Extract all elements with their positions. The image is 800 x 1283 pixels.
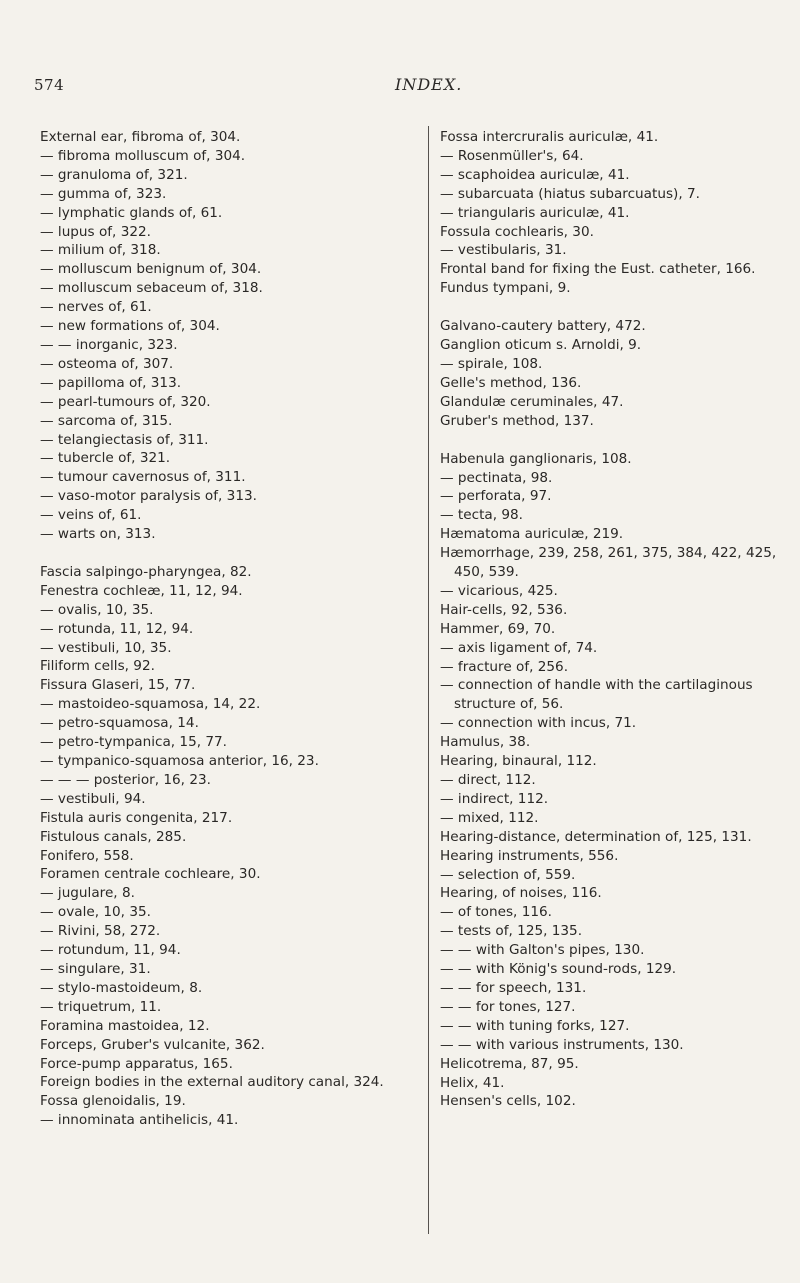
index-entry: Hamulus, 38.: [440, 734, 531, 751]
index-entry: — vicarious, 425.: [440, 582, 558, 599]
index-entry: Hearing-distance, determination of, 125, 131.: [440, 828, 752, 845]
index-entry: — fracture of, 256.: [440, 658, 569, 675]
index-entry: — stylo-mastoideum, 8.: [40, 979, 203, 996]
index-entry: — Rosenmüller's, 64.: [440, 147, 584, 164]
section-gap: [40, 544, 405, 563]
index-entry: — veins of, 61.: [40, 507, 142, 524]
section-gap: [440, 298, 780, 317]
column-divider: [428, 126, 429, 1234]
index-entry: Fossa glenoidalis, 19.: [40, 1093, 186, 1110]
index-entry: Galvano-cautery battery, 472.: [440, 318, 646, 335]
index-entry: — triangularis auriculæ, 41.: [440, 204, 630, 221]
index-entry: — papilloma of, 313.: [40, 374, 182, 391]
index-column-left: [40, 128, 405, 1130]
index-entry: — tumour cavernosus of, 311.: [40, 469, 246, 486]
index-entry: — tests of, 125, 135.: [440, 923, 583, 940]
index-entry: — mixed, 112.: [440, 809, 539, 826]
index-entry: External ear, fibroma of, 304.: [40, 129, 241, 145]
index-entry: — — inorganic, 323.: [40, 336, 178, 353]
index-entry: Hæmorrhage, 239, 258, 261, 375, 384, 422, 425, 450, 539.: [440, 545, 777, 581]
index-entry: — axis ligament of, 74.: [440, 639, 598, 656]
index-entry: — vestibularis, 31.: [440, 242, 567, 259]
index-entry: — pearl-tumours of, 320.: [40, 393, 211, 410]
index-entry: Glandulæ ceruminales, 47.: [440, 393, 624, 410]
index-entry: — indirect, 112.: [440, 790, 549, 807]
index-entry: Ganglion oticum s. Arnoldi, 9.: [440, 337, 642, 354]
index-entry: — vestibuli, 10, 35.: [40, 639, 172, 656]
index-entry: Fascia salpingo-pharyngea, 82.: [40, 563, 252, 580]
index-entry: Foramen centrale cochleare, 30.: [40, 866, 261, 883]
index-entry: — warts on, 313.: [40, 526, 156, 543]
index-entry: — jugulare, 8.: [40, 885, 135, 902]
index-entry: Habenula ganglionaris, 108.: [440, 450, 632, 467]
index-entry: — petro-squamosa, 14.: [40, 715, 199, 732]
index-entry: — — for speech, 131.: [440, 979, 587, 996]
index-entry: — new formations of, 304.: [40, 318, 220, 335]
index-entry: — rotunda, 11, 12, 94.: [40, 620, 194, 637]
index-entry: — — with various instruments, 130.: [440, 1036, 684, 1053]
index-entry: Fenestra cochleæ, 11, 12, 94.: [40, 582, 243, 599]
index-entry: Hæmatoma auriculæ, 219.: [440, 526, 624, 543]
index-entry: Fistulous canals, 285.: [40, 828, 187, 845]
index-entry: Hearing, binaural, 112.: [440, 753, 597, 770]
index-entry: — triquetrum, 11.: [40, 998, 162, 1015]
index-entry: Fundus tympani, 9.: [440, 280, 571, 297]
index-entry: Hammer, 69, 70.: [440, 620, 556, 637]
index-entry: Forceps, Gruber's vulcanite, 362.: [40, 1036, 265, 1053]
index-entry: — molluscum benignum of, 304.: [40, 261, 262, 278]
index-entry: Helicotrema, 87, 95.: [440, 1055, 579, 1072]
index-entry: — tecta, 98.: [440, 507, 524, 524]
index-entry: Fossa intercruralis auriculæ, 41.: [440, 129, 659, 145]
index-entry: Foramina mastoidea, 12.: [40, 1017, 210, 1034]
index-entry: — selection of, 559.: [440, 866, 576, 883]
index-entry: — perforata, 97.: [440, 488, 552, 505]
index-entry: — — for tones, 127.: [440, 998, 576, 1015]
index-entry: — vestibuli, 94.: [40, 790, 146, 807]
index-entry: — fibroma molluscum of, 304.: [40, 147, 246, 164]
index-entry: Foreign bodies in the external auditory canal, 324.: [40, 1074, 384, 1091]
index-entry: — — with König's sound-rods, 129.: [440, 961, 677, 978]
section-gap: [440, 431, 780, 450]
running-head: INDEX.: [395, 75, 463, 94]
index-entry: — telangiectasis of, 311.: [40, 431, 209, 448]
index-entry: — sarcoma of, 315.: [40, 412, 173, 429]
index-entry: Hearing, of noises, 116.: [440, 885, 602, 902]
index-entry: Hearing instruments, 556.: [440, 847, 619, 864]
index-entry: — lymphatic glands of, 61.: [40, 204, 223, 221]
index-entry: — — — posterior, 16, 23.: [40, 771, 211, 788]
index-entry: Helix, 41.: [440, 1074, 505, 1091]
index-entry: — mastoideo-squamosa, 14, 22.: [40, 696, 261, 713]
index-entry: — tympanico-squamosa anterior, 16, 23.: [40, 753, 319, 769]
index-entry: — milium of, 318.: [40, 242, 161, 259]
index-entry: — singulare, 31.: [40, 960, 151, 977]
index-entry: — Rivini, 58, 272.: [40, 923, 161, 940]
index-entry: Filiform cells, 92.: [40, 658, 155, 675]
index-entry: Fissura Glaseri, 15, 77.: [40, 677, 196, 694]
index-entry: — ovale, 10, 35.: [40, 904, 151, 921]
index-entry: — gumma of, 323.: [40, 185, 167, 202]
index-entry: — spirale, 108.: [440, 355, 543, 372]
index-entry: — tubercle of, 321.: [40, 450, 171, 467]
index-entry: Hair-cells, 92, 536.: [440, 601, 568, 618]
index-column-right: [440, 128, 780, 1111]
index-entry: — innominata antihelicis, 41.: [40, 1112, 239, 1129]
index-entry: — granuloma of, 321.: [40, 166, 188, 183]
index-entry: Hensen's cells, 102.: [440, 1093, 576, 1110]
index-entry: — vaso-motor paralysis of, 313.: [40, 488, 257, 505]
index-entry: — rotundum, 11, 94.: [40, 942, 181, 959]
index-entry: — — with Galton's pipes, 130.: [440, 942, 645, 959]
index-entry: Fistula auris congenita, 217.: [40, 809, 233, 826]
index-entry: Fossula cochlearis, 30.: [440, 223, 594, 240]
index-entry: — subarcuata (hiatus subarcuatus), 7.: [440, 185, 700, 202]
index-entry: — — with tuning forks, 127.: [440, 1017, 630, 1034]
index-entry: Frontal band for fixing the Eust. catheter, 166.: [440, 261, 756, 278]
index-entry: Gruber's method, 137.: [440, 412, 594, 429]
index-entry: — pectinata, 98.: [440, 469, 553, 486]
page-number: 574: [34, 76, 65, 94]
index-entry: — osteoma of, 307.: [40, 355, 174, 372]
index-entry: Fonifero, 558.: [40, 847, 134, 864]
index-entry: — of tones, 116.: [440, 904, 552, 921]
index-entry: — ovalis, 10, 35.: [40, 601, 154, 618]
index-entry: — connection with incus, 71.: [440, 715, 637, 732]
index-entry: — petro-tympanica, 15, 77.: [40, 734, 227, 751]
index-entry: — molluscum sebaceum of, 318.: [40, 280, 263, 297]
index-entry: — lupus of, 322.: [40, 223, 151, 240]
index-entry: — connection of handle with the cartilaginous structure of, 56.: [440, 677, 753, 713]
index-entry: Force-pump apparatus, 165.: [40, 1055, 233, 1072]
index-entry: — nerves of, 61.: [40, 299, 152, 316]
index-entry: Gelle's method, 136.: [440, 374, 582, 391]
index-entry: — direct, 112.: [440, 772, 536, 788]
index-entry: — scaphoidea auriculæ, 41.: [440, 166, 630, 183]
